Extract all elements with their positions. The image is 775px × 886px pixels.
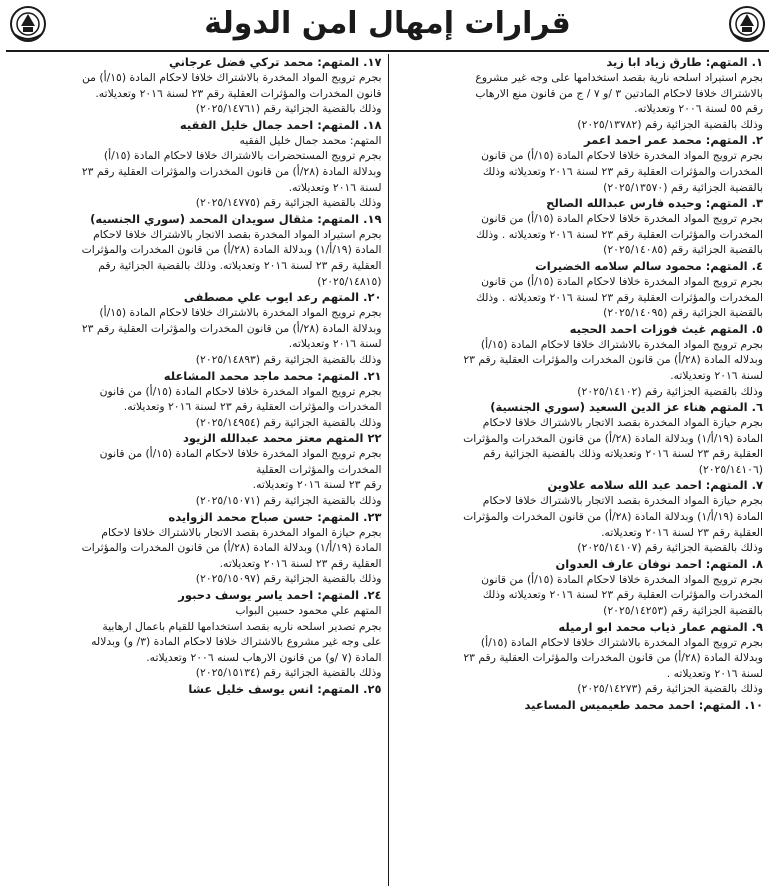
notice-entry (395, 321, 764, 399)
notice-text-line: لسنة ٢٠١٦ وتعديلاته. (288, 180, 382, 194)
accused-name: ١٠. المتهم: احمد محمد طعيميس المساعيد (524, 698, 763, 712)
accused-name: ٤. المتهم: محمود سالم سلامه الخضيرات (535, 258, 763, 273)
notice-text-line: قانون المخدرات والمؤثرات العقلية رقم ٢٣ لسنة ٢٠١٦ وتعديلاته. (95, 86, 382, 100)
accused-name: ٧. المتهم: احمد عبد الله سلامه علاوين (547, 478, 763, 493)
notice-text-line: وبدلاله المادة (٢٨/أ) من قانون المخدرات والمؤثرات العقلية رقم ٢٣ (463, 353, 763, 367)
notice-text-line: المادة (٧ /و) من قانون الارهاب لسنه ٢٠٠٦ وتعديلاته. (146, 650, 382, 664)
accused-name: ٢١. المتهم: محمد ماجد محمد المشاعله (163, 368, 382, 383)
notice-entry (395, 54, 764, 132)
notice-text-line: (٢٠٢٥/١٤١٠٦) (698, 462, 763, 476)
notice-entry (395, 477, 764, 555)
jordan-coat-of-arms-icon (8, 4, 48, 44)
accused-name: ٢٤. المتهم: احمد ياسر يوسف دحبور (178, 588, 382, 603)
notice-entry (395, 195, 764, 258)
accused-name: ٢٢ المتهم معتز محمد عبدالله الزيود (182, 431, 382, 446)
accused-name: ٨. المتهم: احمد نوفان عارف العدوان (555, 556, 763, 571)
notice-text-line: العقلية رقم ٢٣ لسنة ٢٠١٦ وتعديلاته. (219, 556, 382, 570)
notice-text-line: المخدرات والمؤثرات العقلية رقم ٢٣ لسنة ٢٠١٦ وتعديلاته وذلك (482, 588, 763, 602)
notice-text-line: بجرم ترويج المواد المخدرة بالاشتراك خلافا لاحكام المادة (١٥/أ) (99, 306, 382, 320)
accused-name: ٢٣. المتهم: حسن صباح محمد الزوايده (168, 509, 382, 524)
notice-text-line: بجرم ترويج المستحضرات بالاشتراك خلافا لاحكام المادة (١٥/أ) (103, 149, 382, 163)
notice-entry (395, 258, 764, 321)
header (0, 0, 775, 48)
notice-text-line: المخدرات والمؤثرات العقلية رقم ٢٣ لسنة ٢٠١٦ وتعديلاته . وذلك (475, 227, 763, 241)
accused-name: ١٧. المتهم: محمد تركي فضل عرجاني (168, 55, 382, 69)
notice-text-line: لسنة ٢٠١٦ وتعديلاته . (666, 666, 763, 680)
notice-text-line: المخدرات والمؤثرات العقلية رقم ٢٣ لسنة ٢٠١٦ وتعديلاته. (123, 400, 382, 414)
accused-name: ٣. المتهم: وحيده فارس عبدالله الصالح (546, 196, 763, 211)
notice-text-line: وذلك بالقضية الجزائية رقم (٢٠٢٥/١٥٠٩٧) (195, 572, 382, 586)
left-column (6, 54, 388, 886)
notice-text-line: بالقضية الجزائية رقم (٢٠٢٥/١٤٢٥٣) (603, 604, 763, 618)
notice-text-line: بالقضية الجزائية رقم (٢٠٢٥/١٤٠٨٥) (603, 243, 763, 257)
notice-text-line: المادة (١٩/أ/١) وبدلالة المادة (٢٨/أ) من قانون المخدرات والمؤثرات (81, 243, 382, 257)
header-divider (6, 50, 769, 52)
notice-text-line: بالقضية الجزائية رقم (٢٠٢٥/١٤٠٩٥) (603, 306, 763, 320)
notice-text-line: المخدرات والمؤثرات العقلية رقم ٢٣ لسنة ٢٠١٦ وتعديلاته وذلك (482, 164, 763, 178)
notice-entry (12, 430, 382, 508)
notice-entry (395, 697, 764, 713)
accused-name: ١٩. المتهم: مثقال سويدان المحمد (سوري الجنسيه) (90, 211, 382, 226)
notice-entry (395, 399, 764, 477)
accused-name: ٢٥. المتهم: انس يوسف خليل عشا (188, 682, 382, 696)
notice-text-line: وبدلالة المادة (٢٨/أ) من قانون المخدرات والمؤثرات العقلية رقم ٢٣ (463, 651, 763, 665)
columns (6, 54, 769, 886)
notice-text-line: لسنة ٢٠١٦ وتعديلاته. (670, 368, 763, 382)
notice-text-line: العقلية رقم ٢٣ لسنة ٢٠١٦ وتعديلاته. وذلك بالقضية الجزائية رقم (98, 258, 382, 272)
notice-text-line: لسنة ٢٠١٦ وتعديلاته. (288, 337, 382, 351)
notice-entry (12, 509, 382, 587)
notice-text-line: رقم ٢٣ لسنة ٢٠١٦ وتعديلاته. (252, 478, 382, 492)
jordan-coat-of-arms-icon (727, 4, 767, 44)
notice-entry (12, 211, 382, 289)
notice-text-line: وذلك بالقضية الجزائية رقم (٢٠٢٥/١٤١٠٢) (577, 384, 763, 398)
notice-text-line: وذلك بالقضية الجزائية رقم (٢٠٢٥/١٤٧٦١) (195, 102, 382, 116)
notice-text-line: المخدرات والمؤثرات العقلية (256, 462, 382, 476)
notice-text-line: بجرم حيازة المواد المخدرة بقصد الاتجار بالاشتراك خلافا لاحكام (101, 525, 382, 539)
notice-entry (12, 368, 382, 431)
notice-text-line: بجرم حيازة المواد المخدرة بقصد الاتجار بالاشتراك خلافا لاحكام (482, 416, 763, 430)
notice-text-line: المادة (١٩/أ/١) وبدلالة المادة (٢٨/أ) من قانون المخدرات والمؤثرات (81, 541, 382, 555)
notice-text-line: المخدرات والمؤثرات العقلية رقم ٢٣ لسنة ٢٠١٦ وتعديلاته . وذلك (475, 290, 763, 304)
notice-text-line: بجرم ترويج المواد المخدرة خلافا لاحكام المادة (١٥/أ) من قانون (481, 212, 763, 226)
notice-text-line: العقلية رقم ٢٣ لسنة ٢٠١٦ وتعديلاته وذلك بالقضية الجزائية رقم (483, 447, 763, 461)
notice-text-line: على وجه غير مشروع بالاشتراك خلافا لاحكام المادة (٣/ و) وبدلاله (91, 635, 382, 649)
accused-name: ١. المتهم: طارق زياد ابا زيد (606, 55, 763, 69)
notice-text-line: وذلك بالقضية الجزائية رقم (٢٠٢٥/١٤٢٧٣) (577, 682, 763, 696)
notice-text-line: المتهم: محمد جمال خليل الفقيه (239, 133, 382, 147)
notice-entry (395, 619, 764, 697)
accused-name: ٥. المتهم غيث فوزات احمد الحجيه (569, 321, 763, 336)
notice-text-line: بالقضية الجزائية رقم (٢٠٢٥/١٣٥٧٠) (603, 180, 763, 194)
notice-text-line: رقم ٥٥ لسنة ٢٠٠٦ وتعديلاته. (634, 102, 763, 116)
notice-text-line: بجرم ترويج المواد المخدرة خلافا لاحكام المادة (١٥/أ) من قانون (99, 384, 382, 398)
accused-name: ٩. المتهم عمار ذياب محمد ابو ارميله (558, 619, 763, 634)
notice-text-line: بجرم ترويج المواد المخدرة بالاشتراك خلافا لاحكام المادة (١٥/أ) من (81, 71, 382, 84)
notice-text-line: بجرم ترويج المواد المخدرة خلافا لاحكام المادة (١٥/أ) من قانون (99, 447, 382, 461)
notice-text-line: وذلك بالقضية الجزائية رقم (٢٠٢٥/١٣٧٨٢) (577, 117, 763, 131)
notice-text-line: وذلك بالقضية الجزائية رقم (٢٠٢٥/١٤٩٥٤) (195, 415, 382, 429)
accused-name: ٢. المتهم: محمد عمر احمد اعمر (583, 133, 763, 148)
notice-text-line: المادة (١٩/أ/١) وبدلالة المادة (٢٨/أ) من قانون المخدرات والمؤثرات (463, 510, 763, 524)
notice-text-line: بجرم ترويج المواد المخدرة خلافا لاحكام المادة (١٥/أ) من قانون (481, 149, 763, 163)
notice-text-line: بجرم ترويج المواد المخدرة بالاشتراك خلافا لاحكام المادة (١٥/أ) (480, 337, 763, 351)
notice-entry (12, 54, 382, 117)
notice-text-line: العقلية رقم ٢٣ لسنة ٢٠١٦ وتعديلاته. (601, 525, 763, 539)
notice-entry (395, 132, 764, 195)
notice-text-line: بجرم ترويج المواد المخدرة خلافا لاحكام المادة (١٥/أ) من قانون (481, 572, 763, 586)
notice-text-line: بجرم ترويج المواد المخدرة بالاشتراك خلافا لاحكام المادة (١٥/أ) (480, 635, 763, 649)
notice-text-line: بجرم تصدير اسلحه ناريه بقصد استخدامها للقيام باعمال ارهابية (102, 619, 382, 633)
notice-text-line: وذلك بالقضية الجزائية رقم (٢٠٢٥/١٤٧٧٥) (195, 196, 382, 210)
notice-text-line: وبدلالة المادة (٢٨/أ) من قانون المخدرات والمؤثرات العقلية رقم ٢٣ (81, 164, 382, 178)
notice-entry (12, 681, 382, 697)
notice-text-line: وذلك بالقضية الجزائية رقم (٢٠٢٥/١٥٠٧١) (195, 494, 382, 508)
notice-entry (12, 587, 382, 681)
page-title: قرارات إمهال امن الدولة (204, 6, 571, 41)
notice-text-line: وبدلالة المادة (٢٨/أ) من قانون المخدرات والمؤثرات العقلية رقم ٢٣ (81, 321, 382, 335)
notice-text-line: (٢٠٢٥/١٤٨١٥) (317, 274, 382, 288)
notice-text-line: بجرم استيراد اسلحه نارية بقصد استخدامها على وجه غير مشروع (475, 71, 763, 84)
notice-text-line: بجرم استيراد المواد المخدرة بقصد الاتجار بالاشتراك خلافا لاحكام (93, 227, 382, 241)
notice-text-line: وذلك بالقضية الجزائية رقم (٢٠٢٥/١٤١٠٧) (577, 541, 763, 555)
notice-entry (12, 289, 382, 367)
accused-name: ٢٠. المتهم رعد ايوب علي مصطفى (183, 290, 382, 305)
notice-text-line: بالاشتراك خلافا لاحكام المادتين ٣ /و ٧ / ج من قانون منع الارهاب (475, 86, 763, 100)
notice-text-line: المادة (١٩/أ/١) وبدلالة المادة (٢٨/أ) من قانون المخدرات والمؤثرات (463, 431, 763, 445)
right-column (388, 54, 770, 886)
accused-name: ٦. المتهم هناء عز الدين السعيد (سوري الجنسية) (490, 400, 763, 415)
notice-text-line: بجرم ترويج المواد المخدرة خلافا لاحكام المادة (١٥/أ) من قانون (481, 274, 763, 288)
notice-text-line: بجرم حيازة المواد المخدرة بقصد الاتجار بالاشتراك خلافا لاحكام (482, 494, 763, 508)
notice-text-line: وذلك بالقضية الجزائية رقم (٢٠٢٥/١٥١٣٤) (195, 666, 382, 680)
notice-entry (12, 117, 382, 211)
notice-text-line: المتهم علي محمود حسين البواب (235, 604, 382, 618)
notice-entry (395, 556, 764, 619)
accused-name: ١٨. المتهم: احمد جمال خليل الفقيه (179, 117, 382, 132)
notice-text-line: وذلك بالقضية الجزائية رقم (٢٠٢٥/١٤٨٩٣) (195, 352, 382, 366)
